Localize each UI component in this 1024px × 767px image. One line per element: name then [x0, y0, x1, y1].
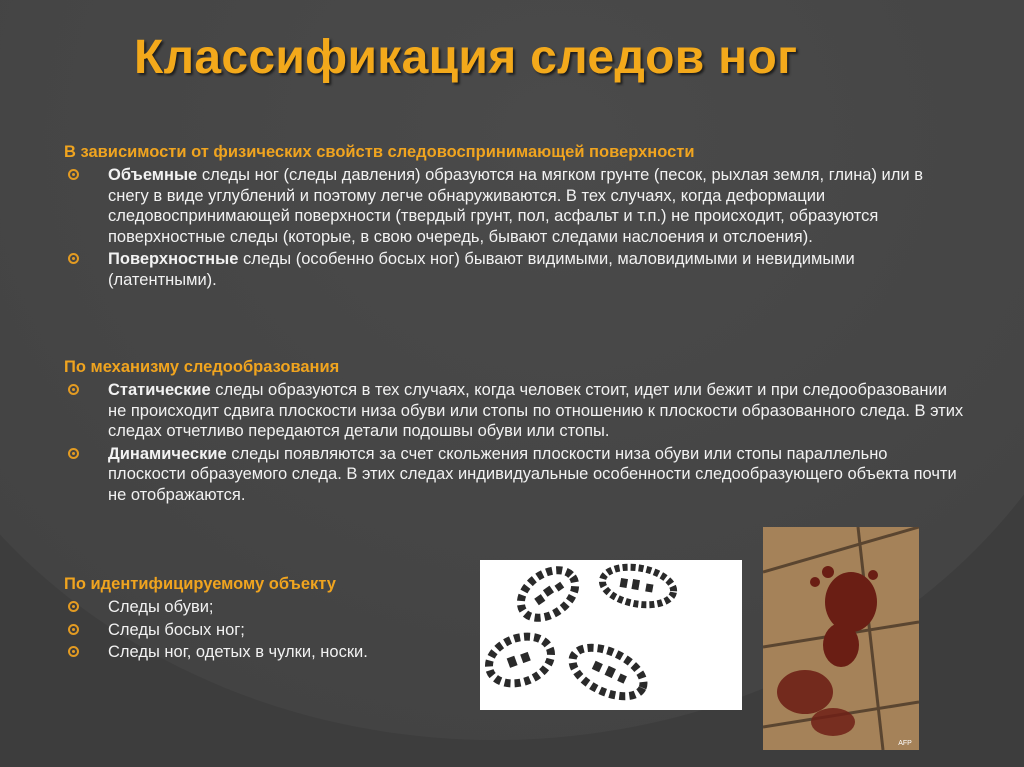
- list-item: [64, 380, 964, 442]
- term: Объемные: [108, 166, 198, 184]
- item-text: следы ног (следы давления) образуются на мягком грунте (песок, рыхлая земля, глина) или в снегу в виде углублений и поэтому легче обнаруживаются. В тех случаях, когда деформации следовоспринимающей поверхности (твердый грунт, пол, асфальт и т.п.) не происходит, образуются поверхностные следы (которые, в свою очередь, бывают следами наслоения и отслоения).: [108, 166, 923, 246]
- shoe-prints-drawing: [480, 560, 742, 710]
- section-heading: По механизму следообразования: [64, 358, 340, 376]
- list-item: [64, 165, 964, 247]
- list-item: [64, 444, 964, 506]
- section-surface-properties: [64, 143, 964, 292]
- list-item: [64, 597, 464, 618]
- section-heading: В зависимости от физических свойств следовоспринимающей поверхности: [64, 143, 695, 161]
- list-item: [64, 642, 464, 663]
- footprint-photo-drawing: [763, 527, 919, 750]
- item-text: следы появляются за счет скольжения плоскости низа обуви или стопы параллельно плоскости образуемого следа. В этих следах индивидуальные особенности следообразующего объекта почти не отображаются.: [108, 444, 957, 504]
- item-text: Следы ног, одетых в чулки, носки.: [108, 643, 368, 661]
- list-item: [64, 620, 464, 641]
- term: Статические: [108, 381, 211, 399]
- section-heading: По идентифицируемому объекту: [64, 575, 336, 593]
- bullet-icon: [68, 169, 79, 180]
- footprint-photo: [763, 527, 919, 750]
- bullet-icon: [68, 601, 79, 612]
- bullet-icon: [68, 624, 79, 635]
- bullet-icon: [68, 448, 79, 459]
- item-text: Следы обуви;: [108, 598, 214, 616]
- section-identified-object: [64, 575, 464, 665]
- item-text: следы образуются в тех случаях, когда человек стоит, идет или бежит и при следообразовании не происходит сдвига плоскости низа обуви или стопы по отношению к плоскости образованного следа. В этих следах отчетливо передаются детали подошвы обуви или стопы.: [108, 381, 964, 440]
- term: Поверхностные: [108, 250, 239, 268]
- section-mechanism: [64, 358, 964, 507]
- item-text: следы (особенно босых ног) бывают видимыми, маловидимыми и невидимыми (латентными).: [108, 250, 855, 289]
- slide-title: Классификация следов ног: [134, 31, 798, 84]
- term: Динамические: [108, 444, 227, 463]
- bullet-icon: [68, 646, 79, 657]
- list-item: [64, 249, 964, 290]
- bullet-icon: [68, 253, 79, 264]
- shoe-prints-image: [480, 560, 742, 710]
- item-text: Следы босых ног;: [108, 620, 245, 639]
- bullet-icon: [68, 384, 79, 395]
- photo-credit: AFP: [898, 740, 912, 747]
